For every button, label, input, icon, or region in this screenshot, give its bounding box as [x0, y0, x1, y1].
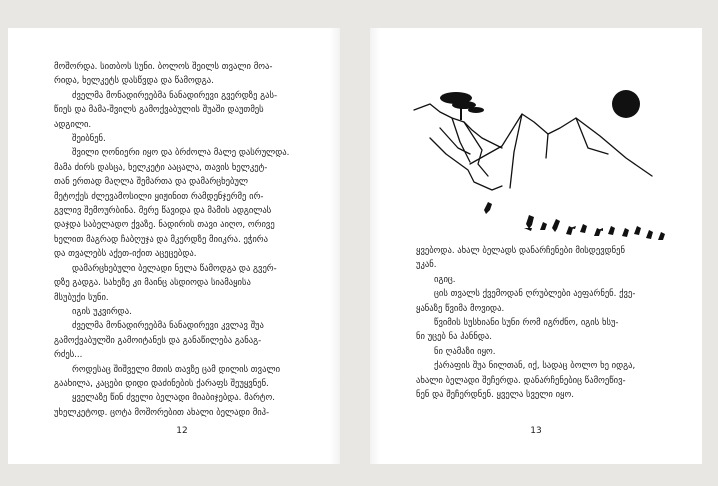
- text-line: ახალი ბელადი შეჩერდა. დანარჩენებიც წამოეწივ-: [416, 375, 626, 386]
- left-page-number: 12: [176, 426, 188, 436]
- text-line: ძველმა მონადირეებმა ნანადირევი გვერდზე გას-: [72, 90, 278, 101]
- text-line: მეტოქეს ძლევამოსილი ყიჟინით რამდენჯერმე ირ-: [54, 191, 264, 202]
- text-line: გამოქვაბულში გამოიტანეს და განაწილება განაგ-: [54, 335, 262, 346]
- mountain-ridge-left: [414, 104, 502, 148]
- text-line: როდესაც შიშველი მთის თავზე ცამ დილის თვალი: [72, 364, 281, 375]
- sun-icon: [612, 90, 640, 118]
- text-line: გვლივ შემოურბინა. მერე წავიდა და მამის ადგილას: [54, 206, 272, 217]
- text-line: იგის უკვირდა.: [72, 306, 132, 317]
- text-line: წიეს და მამა-შვილს გამოქვაბულის შუაში დაუთმეს: [54, 105, 264, 116]
- left-page: [8, 28, 340, 464]
- mountain-base: [430, 138, 502, 190]
- text-line: დზე გადგა. სახეზე კი მაინც ასდიოდა სიამაყისა: [54, 278, 251, 289]
- text-line: მსუბუქი სუნი.: [54, 292, 109, 303]
- text-line: ნი ღამაზი იყო.: [434, 346, 496, 357]
- text-line: მოშორდა. სითბოს სუნი. ბოლოს შეილს თვალი მოა-: [54, 62, 273, 72]
- right-page-number: 13: [530, 426, 542, 436]
- text-line: ყანაზე წვიმა მოვიდა.: [416, 303, 505, 314]
- text-line: და თვალებს აქეთ-იქით აცეცებდა.: [54, 249, 197, 260]
- text-line: რიდა, ხელკეტს დასწვდა და წამოდგა.: [54, 76, 214, 87]
- text-line: შეიბნენ.: [72, 134, 106, 145]
- text-line: ყვებოდა. ახალ ბელადს დანარჩენები მისდევდნენ: [416, 246, 625, 256]
- text-line: მამა ძირს დასცა, ხელკეტი ააცალა, თავის ხელკეტ-: [54, 162, 268, 173]
- text-line: უკან.: [416, 260, 437, 271]
- text-line: რძეს...: [54, 350, 83, 361]
- text-line: ხელით მაგრად ჩაბღუჯა და მკერდზე მიიკრა. ეჭირა: [54, 234, 268, 245]
- text-line: ადგილი.: [54, 119, 92, 130]
- text-line: შვილი ღონიერი იყო და ბრძოლა მალე დასრულდა.: [72, 148, 290, 159]
- text-line: დამარცხებული ბელადი ნელა წამოდგა და გვერ-: [72, 263, 277, 274]
- text-line: თან ერთად მაღლა შემართა და დამარცხებულ: [54, 177, 249, 188]
- left-page-text: [54, 60, 312, 420]
- text-line: ქარაფის შუა ნილთან, იქ, სადაც ბოლო ხე იდგა,: [434, 361, 636, 372]
- right-page: [370, 28, 702, 464]
- walking-figures: [484, 202, 665, 240]
- text-line: წვიმის სუსხიანი სუნი რომ იგრძნო, იგის ხსუ-: [434, 318, 619, 329]
- text-line: უხელკეტოდ. ცოტა მოშორებით ახალი ბელადი მიჰ-: [54, 407, 270, 418]
- text-line: ცის თვალს ქვემოდან ღრუბლები აეფარნენ. ქვე-: [434, 289, 636, 300]
- text-line: ნი უცებ ნა ჰანნდა.: [416, 332, 493, 343]
- landscape-illustration: [412, 58, 674, 244]
- text-line: გაახილა, კაცები დიდი დაძინების ქარაფს შეუყვნენ.: [54, 378, 269, 389]
- text-line: დაჯდა საბელადო ქვაზე. ნადირის თავი აიღო, ორივე: [54, 220, 275, 231]
- right-page-text: [416, 244, 666, 402]
- text-line: ძველმა მონადირეებმა ნანადირევი კვლავ შუა: [72, 321, 264, 332]
- text-line: ნენ და შეჩერდნენ. ყველა სველი იყო.: [416, 390, 574, 401]
- text-line: ყველაზე წინ ძველი ბელადი მიაბიჯებდა. მარტო.: [72, 393, 275, 404]
- mountain-ridge-inner: [510, 114, 608, 188]
- text-line: იგიც.: [434, 274, 456, 285]
